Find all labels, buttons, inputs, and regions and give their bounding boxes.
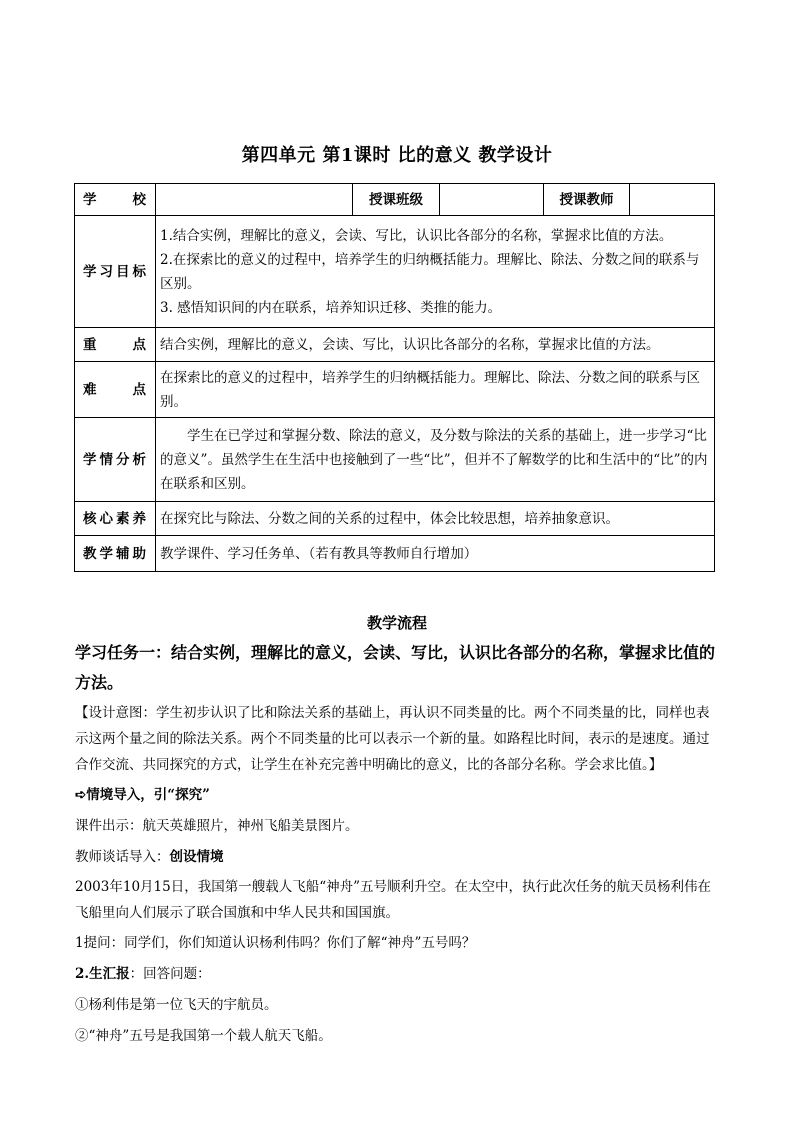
teacher-label: 授课教师 (544, 184, 630, 216)
key-value: 结合实例，理解比的意义，会读、写比，认识比各部分的名称，掌握求比值的方法。 (156, 328, 715, 362)
teacher-value (630, 184, 715, 216)
aid-value: 教学课件、学习任务单、（若有教具等教师自行增加） (156, 536, 715, 572)
teaching-flow (75, 638, 720, 1053)
courseware-line: 课件出示：航天英雄照片，神州飞船美景图片。 (75, 818, 359, 834)
answer-item: ②“神舟”五号是我国第一个载人航天飞船。 (75, 1028, 332, 1044)
question-line: 1提问：同学们，你们知道认识杨利伟吗？你们了解“神舟”五号吗？ (75, 935, 476, 951)
goal-item: 2.在探索比的意义的过程中，培养学生的归纳概括能力。理解比、除法、分数之间的联系与区别。 (160, 251, 700, 292)
aid-label: 教学辅助 (75, 536, 156, 572)
school-value (156, 184, 353, 216)
teacher-talk-bold: 创设情境 (169, 849, 224, 865)
report-line (75, 960, 720, 988)
class-label: 授课班级 (353, 184, 440, 216)
difficulty-value: 在探索比的意义的过程中，培养学生的归纳概括能力。理解比、除法、分数之间的联系与区别。 (156, 362, 715, 418)
flow-title: 教学流程 (366, 614, 427, 632)
key-row (75, 328, 715, 362)
goals-label: 学习目标 (75, 216, 156, 328)
report-rest: ：回答问题： (129, 966, 211, 982)
answer-item: ①杨利伟是第一位飞天的宇航员。 (75, 997, 278, 1013)
key-label: 重 点 (75, 328, 156, 362)
aid-row (75, 536, 715, 572)
document-title: 第四单元 第1课时 比的意义 教学设计 (241, 145, 553, 166)
lesson-info-table (74, 183, 715, 572)
task-heading: 学习任务一：结合实例，理解比的意义，会读、写比，认识比各部分的名称，掌握求比值的方法。 (75, 643, 716, 692)
story-paragraph: 2003年10月15日，我国第一艘载人飞船“神舟”五号顺利升空。在太空中，执行此次任务的航天员杨利伟在飞船里向人们展示了联合国旗和中华人民共和国国旗。 (75, 879, 712, 921)
goal-item: 1.结合实例，理解比的意义，会读、写比，认识比各部分的名称，掌握求比值的方法。 (160, 227, 673, 244)
analysis-label: 学情分析 (75, 418, 156, 502)
goals-cell (156, 216, 715, 328)
core-row (75, 502, 715, 536)
difficulty-label: 难 点 (75, 362, 156, 418)
analysis-row (75, 418, 715, 502)
core-value: 在探究比与除法、分数之间的关系的过程中，体会比较思想，培养抽象意识。 (156, 502, 715, 536)
school-label: 学 校 (75, 184, 156, 216)
teacher-talk-line (75, 843, 720, 871)
school-row (75, 184, 715, 216)
report-bold: 2.生汇报 (75, 966, 130, 982)
goal-item: 3. 感悟知识间的内在联系，培养知识迁移、类推的能力。 (160, 299, 502, 316)
intro-heading: ➪情境导入，引“探究” (75, 787, 210, 803)
difficulty-row (75, 362, 715, 418)
goals-row (75, 216, 715, 328)
core-label: 核心素养 (75, 502, 156, 536)
class-value (440, 184, 544, 216)
teacher-talk-prefix: 教师谈话导入： (75, 849, 170, 865)
design-intent: 【设计意图：学生初步认识了比和除法关系的基础上，再认识不同类量的比。两个不同类量的比，同样也表示这两个量之间的除法关系。两个不同类量的比可以表示一个新的量。如路程比时间，表示的是速度。通过合作交流、共同探究的方式，让学生在补充完善中明确比的意义，比的各部分名称。学会求比值。】 (75, 705, 710, 773)
analysis-value: 学生在已学过和掌握分数、除法的意义，及分数与除法的关系的基础上，进一步学习“比的意义”。虽然学生在生活中也接触到了一些“比”，但并不了解数学的比和生活中的“比”的内在联系和区别。 (156, 418, 715, 502)
